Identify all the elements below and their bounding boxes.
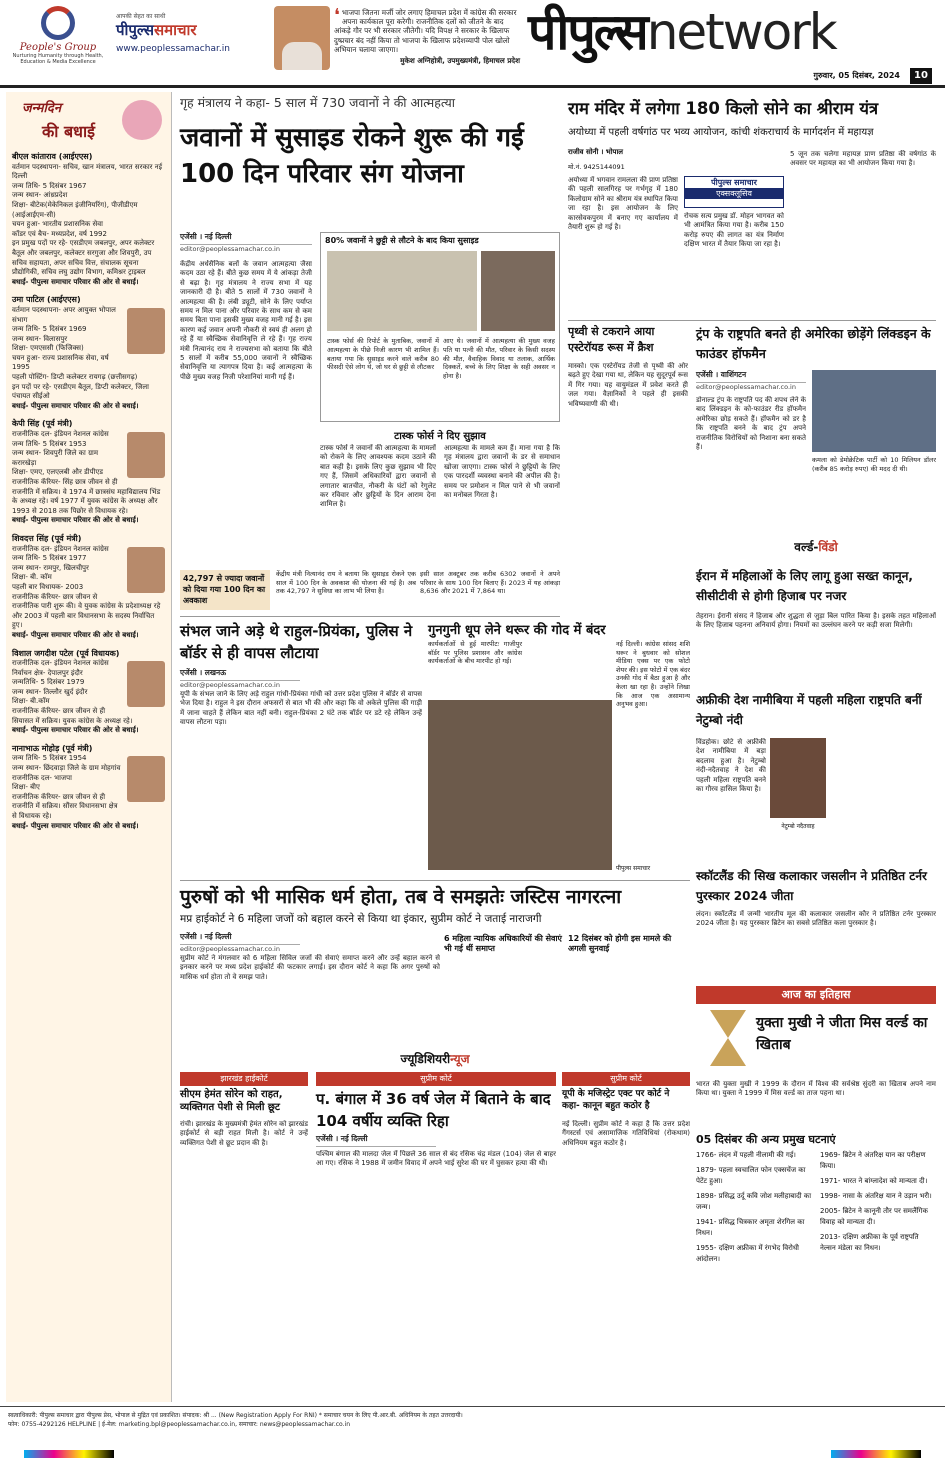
jh-body: रांची। झारखंड के मुख्यमंत्री हेमंत सोरेन को झारखंड हाईकोर्ट से बड़ी राहत मिली है। कोर्ट ने उन्हें व्यक्तिगत पेशी से छूट प्रदान की है। bbox=[180, 1120, 308, 1147]
person-wish: बधाई- पीपुल्स समाचार परिवार की ओर से बधाई। bbox=[12, 277, 139, 286]
justice-headline: पुरुषों को भी मासिक धर्म होता, तब वे समझतेः जस्टिस नागरत्ना bbox=[180, 886, 622, 908]
trump-email[interactable]: editor@peoplessamachar.co.in bbox=[696, 383, 796, 391]
birthday-list bbox=[12, 152, 165, 831]
trump-byline: एजेंसी । वाशिंगटन bbox=[696, 370, 806, 383]
person-detail: शिक्षा- बी.कॉम bbox=[12, 697, 50, 706]
hourglass-icon bbox=[704, 1010, 752, 1070]
ram-byline: राजीव सोनी । भोपाल bbox=[568, 148, 624, 156]
lead-image-text-2: आए थे। जवानों में आत्महत्या की मुख्य वजह पति या पत्नी की मौत, परिवार के किसी सदस्य की मौत, वैवाहिक विवाद या तलाक, आर्थिक दिक्कतें, बच्चे के लिए शिक्षा के सही अवसर न होना है। bbox=[443, 337, 555, 381]
tharoor-headline: गुनगुनी धूप लेने थरूर की गोद में बंदर bbox=[428, 623, 606, 638]
divider bbox=[180, 616, 560, 617]
quote-mark-icon: ❛ bbox=[334, 5, 340, 26]
person-detail: जन्मतिथि- 5 दिसंबर 1979 bbox=[12, 678, 85, 687]
history-event: 1955- दक्षिण अफ्रीका में रंगभेद विरोधी आंदोलन। bbox=[696, 1244, 799, 1263]
footer bbox=[0, 1406, 945, 1446]
person-detail: इन प्रमुख पदों पर रहे- एसडीएम जबलपुर, अपर कलेक्टर बैतूल और जबलपुर, कलेक्टर सरगुजा और शिवपुरी, उप सचिव सहायता, अपर सचिव वित्त, संचालक सूचना प्रौद्योगिकी, सचिव लघु उद्योग विभाग, कमिश्नर ट्राइबल bbox=[12, 239, 155, 277]
person-detail: शिक्षा- एमए, एलएलबी और डीपीएड bbox=[12, 468, 104, 477]
birthday-column bbox=[6, 92, 172, 1402]
birthday-person bbox=[12, 744, 165, 831]
person-detail: वर्तमान पदस्थापना- अपर आयुक्त भोपाल संभाग bbox=[12, 305, 116, 324]
history-headline: युक्ता मुखी ने जीता मिस वर्ल्ड का खिताब bbox=[756, 1015, 928, 1053]
person-detail: जन्म तिथि- 5 दिसंबर 1977 bbox=[12, 554, 87, 563]
namibia-body: विंडहोक। छोटे से अफ्रीकी देश नामीबिया में बड़ा बदलाव हुआ है। नेटुम्बो नंदी-नदैतवाह ने देश की पहली महिला राष्ट्रपति बनने का गौरव हासिल किया है। bbox=[696, 738, 766, 794]
person-detail: राजनीतिक दल- इंडियन नेशनल कांग्रेस bbox=[12, 544, 109, 553]
sc2-body: नई दिल्ली। सुप्रीम कोर्ट ने कहा है कि उत्तर प्रदेश गैंगस्टर्स एवं असामाजिक गतिविधियां (रोकथाम) अधिनियम बहुत कठोर है। bbox=[562, 1120, 690, 1147]
person-detail: राजनीतिक दल- इंडियन नेशनल कांग्रेस bbox=[12, 659, 109, 668]
person-detail: वर्तमान पदस्थापना- सचिव, खान मंत्रालय, भारत सरकार नई दिल्ली bbox=[12, 162, 163, 181]
ram-body: अयोध्या में भगवान रामलला की प्राण प्रतिष्ठा की पहली सालगिरह पर गर्भगृह में 180 किलोग्राम सोने का श्रीराम यंत्र स्थापित किया जा रहा है। इस आयोजन के लिए कारसेवकपुरम में बनाए गए कार्यालय में तैयारी शुरू हो गई है। bbox=[568, 176, 678, 232]
ram-sub: अयोध्या में पहली वर्षगांठ पर भव्य आयोजन, कांची शंकराचार्य के मार्गदर्शन में महायज्ञ bbox=[568, 127, 874, 138]
task-force-text-1: टास्क फोर्स ने जवानों की आत्महत्या के मामलों को रोकने के लिए आवश्यक कदम उठाने की बात कही है। इसके लिए कुछ सुझाव भी दिए गए हैं, जिसमें अधिकारियों द्वारा जवानों से लगातार बातचीत, नौकरी के घंटों को रेगुलेट कर रविवार और छुट्टियों के दिन आराम देना शामिल है। bbox=[320, 444, 436, 509]
person-detail: शिक्षा- बीए bbox=[12, 783, 40, 792]
minister-photo bbox=[481, 251, 555, 331]
events-list bbox=[696, 1150, 936, 1400]
person-name: शिवदत्त सिंह (पूर्व मंत्री) bbox=[12, 533, 82, 543]
lead-image-caption: 80% जवानों ने छुट्टी से लौटने के बाद किया सुसाइड bbox=[325, 236, 479, 245]
person-detail: इन पदों पर रहे- एसडीएम बैतूल, डिप्टी कलेक्टर, जिला पंचायत सीईओ bbox=[12, 382, 149, 401]
person-detail: राजनीतिक दल- इंडियन नेशनल कांग्रेस bbox=[12, 430, 109, 439]
history-event: 1941- प्रसिद्ध चित्रकार अमृता शेरगिल का निधन। bbox=[696, 1218, 805, 1237]
exclusive-badge bbox=[684, 176, 784, 208]
justice-body: सुप्रीम कोर्ट ने मंगलवार को 6 महिला सिविल जजों की सेवाएं समाप्त करने और उन्हें बहाल करने से इनकार करने पर मध्य प्रदेश हाईकोर्ट की फटकार लगाई। इस दौरान कोर्ट ने कहा कि अगर पुरुषों को मासिक धर्म होता तो वे समझ पाते। bbox=[180, 954, 440, 981]
brand-b: network bbox=[646, 3, 836, 61]
peoples-group-logo bbox=[8, 6, 108, 84]
person-photo bbox=[127, 308, 165, 354]
person-detail: राजनीतिक दल- भाजपा bbox=[12, 773, 72, 782]
ram-mobile: मो.नं. 9425144091 bbox=[568, 163, 625, 171]
person-wish: बधाई- पीपुल्स समाचार परिवार की ओर से बधाई। bbox=[12, 630, 139, 639]
person-photo bbox=[127, 661, 165, 707]
person-detail: राजनीतिक कॅरियर- छात्र जीवन से ही राजनीति में सक्रिय। सौंसर विधानसभा क्षेत्र से विधायक रहे। bbox=[12, 792, 118, 820]
ram-headline: राम मंदिर में लगेगा 180 किलो सोने का श्रीराम यंत्र bbox=[568, 99, 879, 118]
masthead bbox=[0, 0, 945, 88]
justice-sub: मप्र हाईकोर्ट ने 6 महिला जजों को बहाल करने से किया था इंकार, सुप्रीम कोर्ट ने जताई नाराजगी bbox=[180, 913, 542, 925]
person-detail: निर्वाचन क्षेत्र- देपालपुर इंदौर bbox=[12, 668, 83, 677]
divider bbox=[180, 880, 690, 881]
person-detail: जन्म स्थान- शिवपुरी जिले का ग्राम करारखेड़ा bbox=[12, 449, 99, 467]
world-b: विंडो bbox=[818, 540, 838, 554]
masthead-quote bbox=[334, 5, 520, 66]
birthday-person bbox=[12, 295, 165, 411]
person-name: विशाल जगदीश पटेल (पूर्व विधायक) bbox=[12, 648, 120, 658]
sambhal-headline: संभल जाने अड़े थे राहुल-प्रियंका, पुलिस ने बॉर्डर से ही वापस लौटाया bbox=[180, 622, 413, 662]
trump-caption: कमला को डेमोक्रेटिक पार्टी को 10 मिलियन डॉलर (करीब 85 करोड़ रुपए) की मदद दी थी। bbox=[812, 456, 936, 474]
person-wish: बधाई- पीपुल्स समाचार परिवार की ओर से बधाई। bbox=[12, 821, 139, 830]
justice-email[interactable]: editor@peoplessamachar.co.in bbox=[180, 945, 280, 953]
tharoor-lead: कार्यकर्ताओं से हुई मारपीटः गाजीपुर बॉर्डर पर पुलिस प्रशासन और कांग्रेस कार्यकर्ताओं के बीच मारपीट हो गई। bbox=[428, 640, 522, 666]
justice-box2-title: 12 दिसंबर को होगी इस मामले की अगली सुनवाई bbox=[568, 934, 672, 953]
history-event: 1879- पहला स्वचालित फोन एक्सचेंज का पेटेंट हुआ। bbox=[696, 1166, 806, 1185]
hoffman-trump-photo bbox=[812, 370, 936, 452]
divider bbox=[568, 320, 936, 321]
tharoor-monkey-photo bbox=[428, 700, 612, 870]
birthday-head-b: की बधाई bbox=[42, 122, 95, 141]
person-detail: पहली पोस्टिंग- डिप्टी कलेक्टर रायगढ़ (छत्तीसगढ़) bbox=[12, 373, 138, 382]
history-event: 1971- भारत ने बांग्लादेश को मान्यता दी। bbox=[820, 1177, 928, 1185]
events-title: 05 दिसंबर की अन्य प्रमुख घटनाएं bbox=[696, 1133, 836, 1146]
parliament-image bbox=[327, 251, 477, 331]
sambhal-body: यूपी के संभल जाने के लिए अड़े राहुल गांधी-प्रियंका गांधी को उत्तर प्रदेश पुलिस ने बॉर्डर से वापस भेज दिया है। राहुल ने इस दौरान अफसरों से बात भी की और कहा कि वो अकेले पुलिस की गाड़ी में जाना चाहते हैं लेकिन बात नहीं बनी। राहुल-प्रियंका 2 घंटे तक बॉर्डर पर डटे रहे लेकिन उन्हें वापस लौटना पड़ा। bbox=[180, 690, 422, 727]
history-event: 1898- प्रसिद्ध उर्दू कवि जोश मलीहाबादी का जन्म। bbox=[696, 1192, 812, 1211]
lead-kicker bbox=[180, 94, 560, 112]
registration-marks bbox=[24, 1450, 114, 1458]
task-force-text-2: आत्महत्या के मामले कम हैं। माना गया है कि गृह मंत्रालय द्वारा जवानों के डर से समाधान खोजा जाएगा। टास्क फोर्स ने छुट्टियों के लिए एक पारदर्शी व्यवस्था बनाने की अपील की है। समय पर प्रमोशन न मिल पाने से भी जवानों का मनोबल गिरता है। bbox=[444, 444, 560, 500]
brand-title bbox=[528, 0, 932, 64]
lead-byline-block bbox=[180, 232, 312, 253]
person-detail: चयन हुआ- भारतीय प्रशासनिक सेवा bbox=[12, 220, 103, 229]
exclusive-a: पीपुल्स समाचार bbox=[711, 178, 757, 187]
birthday-person bbox=[12, 152, 165, 287]
sambhal-byline: एजेंसी । लखनऊ bbox=[180, 668, 300, 681]
person-detail: राजनीतिक कॅरियर- छात्र जीवन से ही सियासत में सक्रिय। युवक कांग्रेस के अध्यक्ष रहे। bbox=[12, 707, 133, 725]
person-photo bbox=[127, 432, 165, 478]
person-name: केपी सिंह (पूर्व मंत्री) bbox=[12, 419, 73, 429]
person-name: बीएल कांताराव (आईएएस) bbox=[12, 152, 93, 161]
ps-url[interactable]: www.peoplessamachar.in bbox=[116, 44, 230, 54]
person-wish: बधाई- पीपुल्स समाचार परिवार की ओर से बधाई। bbox=[12, 726, 139, 735]
exclusive-b: एक्सक्लूसिव bbox=[685, 188, 783, 199]
justice-box1-title: 6 महिला न्यायिक अधिकारियों की सेवाएं भी गई थीं समाप्त bbox=[444, 934, 562, 953]
asteroid-body: मास्को। एक एस्टेरॉयड तेजी से पृथ्वी की ओर बढ़ते हुए देखा गया था, लेकिन यह सुदूरपूर्व रूस में गिर गया। यह वायुमंडल में प्रवेश करते ही जल गया। वैज्ञानिकों ने पहले ही इसकी भविष्यवाणी की थी। bbox=[568, 362, 688, 408]
person-detail: जन्म स्थान- छिंदवाड़ा जिले के ग्राम मोहगांव bbox=[12, 764, 121, 773]
person-detail: राजनीतिक कॅरियर- सिंह छात्र जीवन से ही राजनीति में सक्रिय। वे 1974 में छात्रसंघ महाविद्यालय भिंड के अध्यक्ष रहे। वर्ष 1977 में युवक कांग्रेस के अध्यक्ष और 1993 से 2018 तक पिछोर से विधायक रहे। bbox=[12, 478, 161, 515]
ram-body-3: 5 जून तक चलेगा महायज्ञ प्राण प्रतिष्ठा की वर्षगांठ के अवसर पर महायज्ञ का भी आयोजन किया गया है। bbox=[790, 150, 936, 168]
person-detail: कॉडर एवं बैच- मध्यप्रदेश, वर्ष 1992 bbox=[12, 229, 107, 238]
scotland-headline: स्कॉटलैंड की सिख कलाकार जसलीन ने प्रतिष्ठित टर्नर पुरस्कार 2024 जीता bbox=[696, 869, 927, 903]
birthday-person bbox=[12, 419, 165, 526]
lead-kicker-text: गृह मंत्रालय ने कहा- 5 साल में 730 जवानों ने की आत्महत्या bbox=[180, 95, 456, 110]
ram-body-2: रोचक सत्य प्रमुख डॉ. मोहन भागवत को भी आमंत्रित किया गया है। करीब 150 करोड़ रुपए की लागत का यंत्र निर्माण दक्षिण भारत में तैयार किया जा रहा है। bbox=[684, 212, 784, 249]
lead-byline: एजेंसी । नई दिल्ली bbox=[180, 232, 312, 245]
person-photo bbox=[127, 547, 165, 593]
sc-body: पश्चिम बंगाल की मालदा जेल में पिछले 36 साल से बंद रसिक चंद्र मंडल (104) जेल से बाहर आ गए। रसिक ने 1988 में जमीन विवाद में अपने भाई सुरेश की घर में घुसकर हत्या की थी। bbox=[316, 1150, 556, 1168]
birthday-header bbox=[12, 92, 165, 152]
person-detail: जन्म तिथि- 5 दिसंबर 1953 bbox=[12, 439, 87, 448]
trump-byline-block bbox=[696, 370, 806, 391]
namibia-caption: नेटुम्बो नदैतवाह bbox=[781, 823, 815, 830]
justice-byline-block bbox=[180, 932, 300, 953]
history-event: 1766- लंदन में पहली नीलामी की गई। bbox=[696, 1151, 796, 1159]
sc-tag: सुप्रीम कोर्ट bbox=[316, 1072, 556, 1086]
peoples-group-name: People's Group bbox=[19, 42, 97, 53]
person-detail: राजनीतिक कॅरियर- छात्र जीवन से राजनीतिक पारी शुरू की। वे युवक कांग्रेस के प्रदेशाध्यक्ष रहे और 2003 में पहली बार विधानसभा के सदस्य निर्वाचित हुए। bbox=[12, 592, 161, 630]
lead-image-text-1: टास्क फोर्स की रिपोर्ट के मुताबिक, जवानों में आत्महत्या के पीछे निजी कारण भी शामिल हैं। बताया गया कि सुसाइड करने वाले करीब 80 फीसदी ऐसे लोग थे, जो घर से छुट्टी से लौटकर bbox=[327, 337, 439, 372]
birthday-person bbox=[12, 649, 165, 736]
history-event: 2005- ब्रिटेन ने कानूनी तौर पर समलैंगिक विवाह को मान्यता दी। bbox=[820, 1207, 928, 1226]
footer-text: स्वत्वाधिकारी: पीपुल्स समाचार द्वारा पीपुल्स प्रेस, भोपाल से मुद्रित एवं प्रकाशित। संपादक: श्री ... (New Registration Apply For RNI) * समाचार चयन के लिए पी.आर.बी. अधिनियम के तहत उत्तरदायी। bbox=[8, 1412, 463, 1419]
person-photo bbox=[127, 756, 165, 802]
birthday-head-a: जन्मदिन bbox=[22, 101, 62, 116]
person-detail: चयन हुआ- राज्य प्रशासनिक सेवा, वर्ष 1995 bbox=[12, 353, 109, 372]
person-name: नानाभाऊ मोहोड़ (पूर्व मंत्री) bbox=[12, 743, 93, 753]
judiciary-a: ज्यूडिशियरी bbox=[400, 1052, 451, 1066]
history-event: 1969- ब्रिटेन ने अंतरिक्ष यान का परीक्षण किया। bbox=[820, 1151, 926, 1170]
world-banner bbox=[696, 538, 936, 556]
world-a: वर्ल्ड- bbox=[794, 540, 819, 554]
person-detail: शिक्षा- एमएससी (फिजिक्स) bbox=[12, 344, 84, 353]
person-name: उमा पाटिल (आईएएस) bbox=[12, 295, 81, 305]
trump-body: डोनाल्ड ट्रंप के राष्ट्रपति पद की शपथ लेने के बाद लिंक्डइन के को-फाउंडर रीड हॉफमैन अमेरिका छोड़ सकते हैं। हॉफमैन को डर है कि राष्ट्रपति बनने के बाद ट्रंप अपने राजनीतिक विरोधियों को निशाना बना सकते हैं। bbox=[696, 396, 806, 452]
history-event: 1998- नासा के अंतरिक्ष यान ने उड़ान भरी। bbox=[820, 1192, 932, 1200]
page-number: 10 bbox=[910, 68, 932, 84]
lead-email[interactable]: editor@peoplessamachar.co.in bbox=[180, 245, 280, 253]
person-detail: जन्म तिथि- 5 दिसंबर 1969 bbox=[12, 325, 87, 334]
brand-a: पीपुल्स bbox=[528, 3, 647, 61]
ps-small-line: आपकी सेहत का साथी bbox=[116, 13, 166, 20]
judiciary-banner bbox=[180, 1050, 690, 1068]
dateline: गुरुवार, 05 दिसंबर, 2024 bbox=[813, 71, 900, 80]
iran-body: तेहरान। ईरानी संसद ने हिजाब और शुद्धता से जुड़ा बिल पारित किया है। इसके तहत महिलाओं के लिए हिजाब पहनना अनिवार्य होगा। नियमों का उल्लंघन करने पर कड़ी सजा मिलेगी। bbox=[696, 612, 936, 630]
person-detail: जन्म तिथि- 5 दिसंबर 1967 bbox=[12, 181, 87, 190]
asteroid-headline: पृथ्वी से टकराने आया एस्टेरॉयड रूस में क्रैश bbox=[568, 325, 655, 354]
history-body: भारत की युक्ता मुखी ने 1999 के दौरान में विश्व की सर्वश्रेष्ठ सुंदरी का खिताब अपने नाम किया था। युक्ता ने 1999 में मिस वर्ल्ड का ताज पहना था। bbox=[696, 1080, 936, 1098]
tharoor-credit: पीपुल्स समाचार bbox=[616, 865, 651, 872]
person-detail: जन्म स्थान- तिल्लौर खुर्द इंदौर bbox=[12, 687, 88, 696]
lead-headline: जवानों में सुसाइड रोकने शुरू की गई 100 दिन परिवार संग योजना bbox=[180, 123, 524, 189]
iran-headline: ईरान में महिलाओं के लिए लागू हुआ सख्त कानून, सीसीटीवी से होगी हिजाब पर नजर bbox=[696, 569, 913, 603]
netumbo-photo bbox=[770, 738, 826, 818]
peoples-samachar-logo bbox=[116, 12, 266, 72]
person-detail: जन्म स्थान- आंध्रप्रदेश bbox=[12, 191, 68, 200]
ring-logo-icon bbox=[41, 6, 75, 40]
history-banner: आज का इतिहास bbox=[696, 986, 936, 1004]
cake-icon bbox=[122, 100, 162, 140]
ps-title-b: समाचार bbox=[154, 21, 197, 39]
lead-body: केंद्रीय अर्धसैनिक बलों के जवान आत्महत्या जैसा कदम उठा रहे हैं। बीते कुछ समय में ये आंकड़ा तेजी से बढ़ा है। गृह मंत्रालय ने राज्य सभा में यह जानकारी दी है। बीते 5 सालों में 730 जवानों ने आत्महत्या की है। लंबी ड्यूटी, सोने के लिए पर्याप्त समय न मिल पाना और परिवार के साथ कम से कम समय बिता पाना इसकी मुख्य वजह मानी गई है। इस कारण कई जवान अपनी नौकरी से स्वयं ही अलग हो रहे हैं या स्वैच्छिक सेवानिवृत्ति ले रहे हैं। गृह राज्य मंत्री नित्यानंद राय ने राज्यसभा को बताया कि बीते 5 सालों में करीब 55,000 जवानों ने स्वैच्छिक सेवानिवृत्ति या त्यागपत्र दिया है। कई आत्महत्या के पीछे मुख्य वजह निजी परेशानियां मानी गई हैं। bbox=[180, 260, 312, 381]
lead-stat-text-1: केंद्रीय मंत्री नित्यानंद राय ने बताया कि सुसाइड रोकने एक साल में 100 दिन के अवकाश की योजना की गई है। अब तक 42,797 ने सुविधा का लाभ भी लिया है। bbox=[276, 570, 416, 596]
sc2-tag: सुप्रीम कोर्ट bbox=[562, 1072, 690, 1086]
scotland-body: लंदन। स्कॉटलैंड में जन्मी भारतीय मूल की कलाकार जसलीन कौर ने प्रतिष्ठित टर्नर पुरस्कार 2024 जीता है। यह पुरस्कार ब्रिटेन का सबसे प्रतिष्ठित कला पुरस्कार है। bbox=[696, 910, 936, 928]
tharoor-body: नई दिल्ली। कांग्रेस सांसद शशि थरूर ने बुधवार को सोशल मीडिया एक्स पर एक फोटो शेयर की। इस फोटो में एक बंदर उनकी गोद में बैठा हुआ है और केला खा रहा है। उन्होंने लिखा कि आज एक असामान्य अनुभव हुआ। bbox=[616, 640, 690, 709]
person-detail: जन्म तिथि- 5 दिसंबर 1954 bbox=[12, 754, 87, 763]
person-detail: जन्म स्थान- रामपुर, खिलचीपुर bbox=[12, 563, 89, 572]
quote-text: भाजपा जितना मर्जी जोर लगाए हिमाचल प्रदेश में कांग्रेस की सरकार अपना कार्यकाल पूरा करेगी। राजनीतिक दलों को जीतने के बाद आंकड़े गौर पर भी सरकार जीतेगी। यदि विपक्ष ने सरकार के खिलाफ दुष्प्रचार बंद नहीं किया तो भाजपा के खिलाफ प्रदेशव्यापी पोल खोलो अभियान चलाया जाएगा। bbox=[334, 8, 517, 54]
sc2-headline: यूपी के मजिस्ट्रेट एक्ट पर कोर्ट ने कहा- कानून बहुत कठोर है bbox=[562, 1089, 670, 1111]
person-detail: शिक्षा- बी. कॉम bbox=[12, 573, 52, 582]
justice-byline: एजेंसी । नई दिल्ली bbox=[180, 932, 300, 945]
quote-source: मुकेश अग्निहोत्री, उपमुख्यमंत्री, हिमाचल प्रदेश bbox=[400, 56, 520, 66]
peoples-group-tagline: Nurturing Humanity through Health, Education & Media Excellence bbox=[12, 53, 104, 65]
person-wish: बधाई- पीपुल्स समाचार परिवार की ओर से बधाई। bbox=[12, 516, 139, 525]
registration-marks bbox=[831, 1450, 921, 1458]
jh-headline: सीएम हेमंत सोरेन को राहत, व्यक्तिगत पेशी से मिली छूट bbox=[180, 1089, 283, 1113]
ps-title-a: पीपुल्स bbox=[116, 21, 155, 39]
lead-stat: 42,797 से ज्यादा जवानों को दिया गया 100 दिन का अवकाश bbox=[180, 570, 270, 610]
namibia-headline: अफ्रीकी देश नामीबिया में पहली महिला राष्ट्रपति बनीं नेटुम्बो नंदी bbox=[696, 693, 922, 727]
color-registration-bar bbox=[0, 1450, 945, 1466]
lead-stat-text-2: इसी साल अक्टूबर तक करीब 6302 जवानों ने अपने परिवार के साथ 100 दिन बिताए हैं। 2023 में यह आंकड़ा 8,636 और 2021 में 7,864 था। bbox=[420, 570, 560, 596]
history-event: 2013- दक्षिण अफ्रीका के पूर्व राष्ट्रपति नेल्सन मंडेला का निधन। bbox=[820, 1233, 919, 1252]
sc-byline: एजेंसी । नई दिल्ली bbox=[316, 1134, 436, 1147]
quote-person-photo bbox=[274, 6, 330, 70]
person-detail: शिक्षा- बीटेक(मेकेनिकल इंजीनियरिंग), पीजीडीएम (आईआईएम-सी) bbox=[12, 200, 138, 219]
birthday-person bbox=[12, 534, 165, 641]
lead-image-box bbox=[320, 232, 560, 422]
sambhal-email[interactable]: editor@peoplessamachar.co.in bbox=[180, 681, 280, 689]
trump-headline: ट्रंप के राष्ट्रपति बनते ही अमेरिका छोड़ेंगे लिंक्डइन के फाउंडर हॉफमैन bbox=[696, 326, 931, 361]
footer-contact: फोन: 0755-4292126 HELPLINE | ई-मेल: marketing.bpl@peoplessamachar.co.in, समाचार: news@peoplessamachar.co.in bbox=[8, 1421, 351, 1428]
person-wish: बधाई- पीपुल्स समाचार परिवार की ओर से बधाई। bbox=[12, 401, 139, 410]
sc-headline: प. बंगाल में 36 वर्ष जेल में बिताने के बाद 104 वर्षीय व्यक्ति रिहा bbox=[316, 1090, 551, 1130]
person-detail: जन्म स्थान- विलासपुर bbox=[12, 334, 68, 343]
jh-tag: झारखंड हाईकोर्ट bbox=[180, 1072, 308, 1086]
task-force-title: टास्क फोर्स ने दिए सुझाव bbox=[394, 431, 486, 442]
person-detail: पहली बार विधायक- 2003 bbox=[12, 582, 84, 591]
judiciary-b: न्यूज bbox=[450, 1052, 470, 1066]
sambhal-byline-block bbox=[180, 668, 300, 689]
